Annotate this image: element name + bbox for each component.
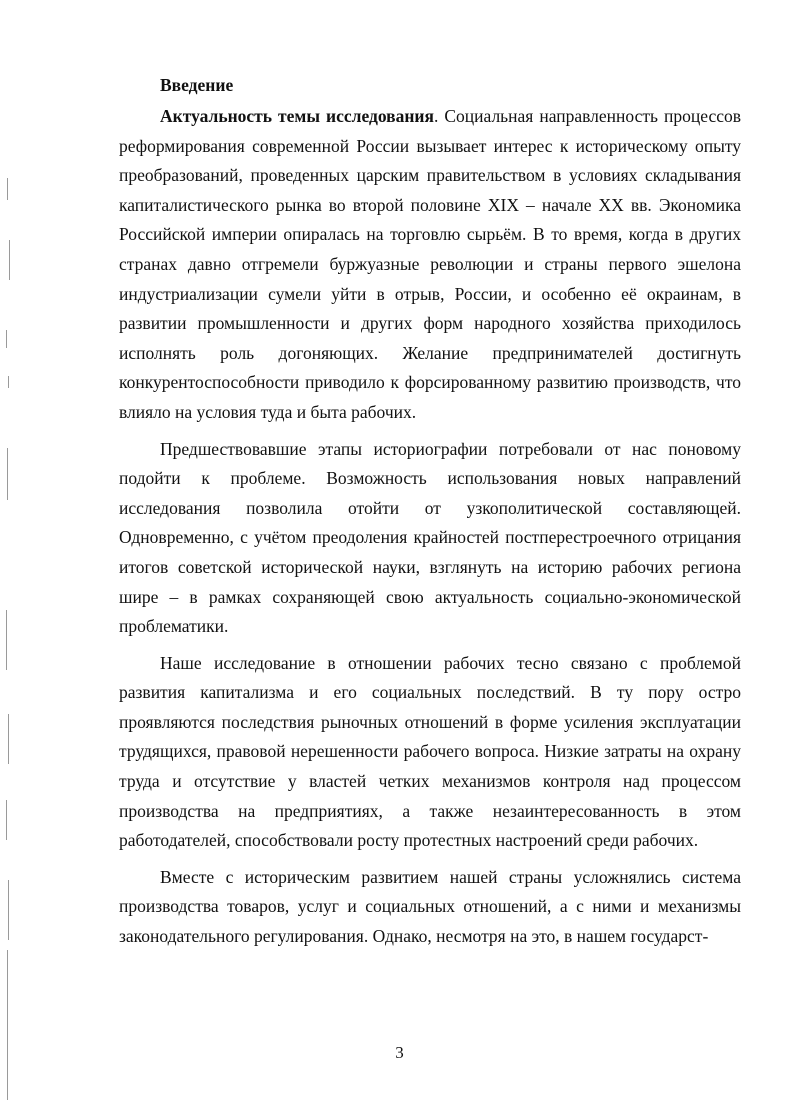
- paragraph-1-text: . Социальная направленность процессов реформирования современной России вызывает интерес к историческому опыту преобразований, проведенных царским правительством в условиях складывания капиталистического рынка во второй половине XIX – начале XX вв. Экономика Российской империи опиралась на торговлю сырьём. В то время, когда в других странах давно отгремели буржуазные революции и страны первого эшелона индустриализации сумели уйти в отрыв, России, и особенно её окраинам, в развитии промышленности и других форм народного хозяйства приходилось исполнять роль догоняющих. Желание предпринимателей достигнуть конкурентоспособности приводило к форсированному развитию производств, что влияло на условия туда и быта рабочих.: [119, 106, 741, 422]
- paragraph-1-lead: Актуальность темы исследования: [160, 106, 434, 126]
- scan-edge-artifacts: [0, 0, 16, 1104]
- paragraph-3: Наше исследование в отношении рабочих тесно связано с проблемой развития капитализма и его социальных последствий. В ту пору остро проявляются последствия рыночных отношений в форме усиления эксплуатации трудящихся, правовой нерешенности рабочего вопроса. Низкие затраты на охрану труда и отсутствие у властей четких механизмов контроля над процессом производства на предприятиях, а также незаинтересованность в этом работодателей, способствовали росту протестных настроений среди рабочих.: [119, 652, 741, 851]
- paragraph-1: [119, 102, 741, 428]
- section-heading: Введение: [160, 75, 234, 95]
- paragraph-2: Предшествовавшие этапы историографии потребовали от нас поновому подойти к проблеме. Возможность использования новых направлений исследования позволила отойти от узкополитической составляющей. Одновременно, с учётом преодоления крайностей постперестроечного отрицания итогов советской исторической науки, взглянуть на историю рабочих региона шире – в рамках сохраняющей свою актуальность социально-экономической проблематики.: [119, 438, 741, 637]
- page-number: 3: [395, 1043, 404, 1062]
- document-body: [119, 68, 741, 952]
- paragraph-4: Вместе с историческим развитием нашей страны усложнялись система производства товаров, услуг и социальных отношений, а с ними и механизмы законодательного регулирования. Однако, несмотря на это, в нашем государст-: [119, 866, 741, 947]
